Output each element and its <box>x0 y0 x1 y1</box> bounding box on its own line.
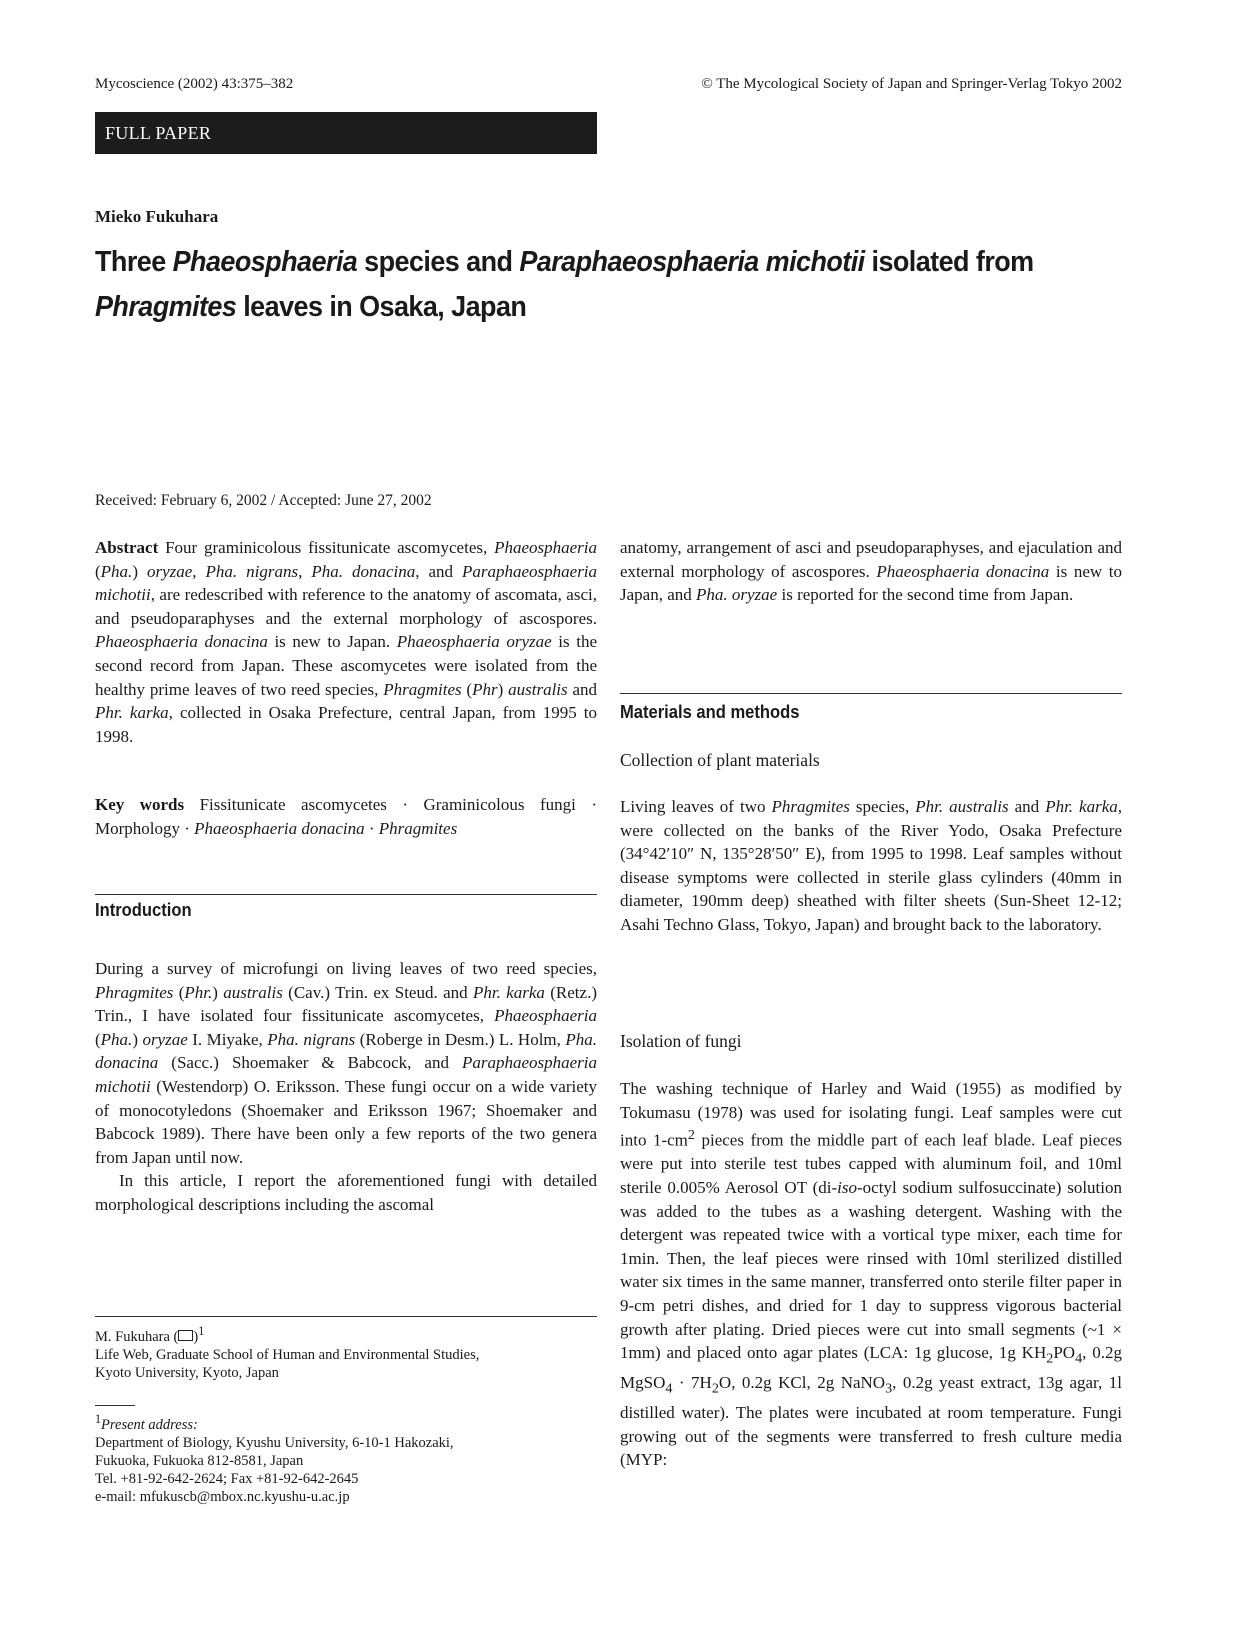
introduction-text: During a survey of microfungi on living leaves of two reed species, Phragmites (Phr.) australis (Cav.) Trin. ex Steud. and Phr. karka (Retz.) Trin., I have isolated four fissitunicate ascomycetes, Phaeosphaeria (Pha.) oryzae I. Miyake, Pha. nigrans (Roberge in Desm.) L. Holm, Pha. donacina (Sacc.) Shoemaker & Babcock, and Paraphaeosphaeria michotii (Westendorp) O. Eriksson. These fungi occur on a wide variety of monocotyledons (Shoemaker and Eriksson 1967; Shoemaker and Babcock 1989). There have been only a few reports of the two genera from Japan until now. In this article, I report the aforementioned fungi with detailed morphological descriptions including the ascomal <box>95 959 597 1214</box>
paper-title: Three Phaeosphaeria species and Paraphaeosphaeria michotii isolated from Phragmites leaves in Osaka, Japan <box>95 246 1034 323</box>
present-address: $^1$Present address: Department of Biology, Kyushu University, 6-10-1 Hakozaki, Fukuoka, Fukuoka 812-8581, Japan Tel. +81-92-642-2624; Fax +81-92-642-2645 e-mail: mfukuscb@mbox.nc.kyushu-u.ac.jp <box>95 1410 597 1506</box>
author-affiliation: M. Fukuhara ( )$^1$ Life Web, Graduate School of Human and Environmental Studies, Kyoto University, Kyoto, Japan <box>95 1324 480 1381</box>
isolation-subheading: Isolation of fungi <box>620 1031 742 1051</box>
journal-citation: Mycoscience (2002) 43:375–382 <box>95 76 294 92</box>
section-divider <box>95 894 597 895</box>
article-type-label: FULL PAPER <box>105 123 212 143</box>
abstract-continued: anatomy, arrangement of asci and pseudoparaphyses, and ejaculation and external morphology of ascospores. Phaeosphaeria donacina is new to Japan, and Pha. oryzae is reported for the second time from Japan. <box>620 538 1122 605</box>
isolation-text: The washing technique of Harley and Waid (1955) as modified by Tokumasu (1978) was used for isolating fungi. Leaf samples were cut into $1-cm^2$ pieces from the middle part of each leaf blade. Leaf pieces were put into sterile test tubes capped with aluminum foil, and 10ml sterile 0.005% Aerosol OT (di-iso-octyl sodium sulfosuccinate) solution was added to the tubes as a washing detergent. Washing with the detergent was repeated twice with a vortical type mixer, each time for 1min. Then, the leaf pieces were rinsed with 10ml sterilized distilled water six times in the same manner, transferred onto sterile filter paper in 9-cm petri dishes, and dried for 1 day to suppress vigorous bacterial growth after plating. Dried pieces were cut into small segments (~1 × 1mm) and placed onto agar plates (LCA: 1g glucose, 1g $KH_2PO_4$, 0.2g MgSO$_4$ · $7H_2O$, 0.2g KCl, 2g NaNO$_3$, 0.2g yeast extract, 13g agar, 1l distilled water). The plates were incubated at room temperature. Fungi growing out of the segments were transferred to fresh culture media (MYP: <box>620 1079 1122 1470</box>
copyright-notice: © The Mycological Society of Japan and Springer-Verlag Tokyo 2002 <box>701 76 1122 92</box>
envelope-icon <box>178 1330 193 1341</box>
methods-heading: Materials and methods <box>620 702 800 722</box>
author-name: Mieko Fukuhara <box>95 207 219 226</box>
article-type-banner <box>95 112 597 154</box>
abstract-label: Abstract <box>95 538 159 557</box>
introduction-heading: Introduction <box>95 900 192 920</box>
collection-text: Living leaves of two Phragmites species, Phr. australis and Phr. karka, were collected on the banks of the River Yodo, Osaka Prefecture (34°42′10″ N, 135°28′50″ E), from 1995 to 1998. Leaf samples without disease symptoms were collected in sterile glass cylinders (40mm in diameter, 190mm deep) sheathed with filter sheets (Sun-Sheet 12-12; Asahi Techno Glass, Tokyo, Japan) and brought back to the laboratory. <box>620 797 1123 934</box>
keywords: Key words Fissitunicate ascomycetes · Graminicolous fungi · Morphology · Phaeosphaeria donacina · Phragmites <box>95 795 597 838</box>
section-divider <box>620 693 1122 694</box>
abstract: Abstract Four graminicolous fissitunicate ascomycetes, Phaeosphaeria (Pha.) oryzae, Pha. nigrans, Pha. donacina, and Paraphaeosphaeria michotii, are redescribed with reference to the anatomy of ascomata, asci, and pseudoparaphyses and the external morphology of ascospores. Phaeosphaeria donacina is new to Japan. Phaeosphaeria oryzae is the second record from Japan. These ascomycetes were isolated from the healthy prime leaves of two reed species, Phragmites (Phr) australis and Phr. karka, collected in Osaka Prefecture, central Japan, from 1995 to 1998. <box>95 538 598 746</box>
received-dates: Received: February 6, 2002 / Accepted: June 27, 2002 <box>95 492 432 509</box>
footnote-divider <box>95 1316 597 1317</box>
collection-subheading: Collection of plant materials <box>620 750 820 770</box>
keywords-label: Key words <box>95 795 185 814</box>
author-email: e-mail: mfukuscb@mbox.nc.kyushu-u.ac.jp <box>95 1488 350 1505</box>
footnote-short-rule <box>95 1405 135 1406</box>
